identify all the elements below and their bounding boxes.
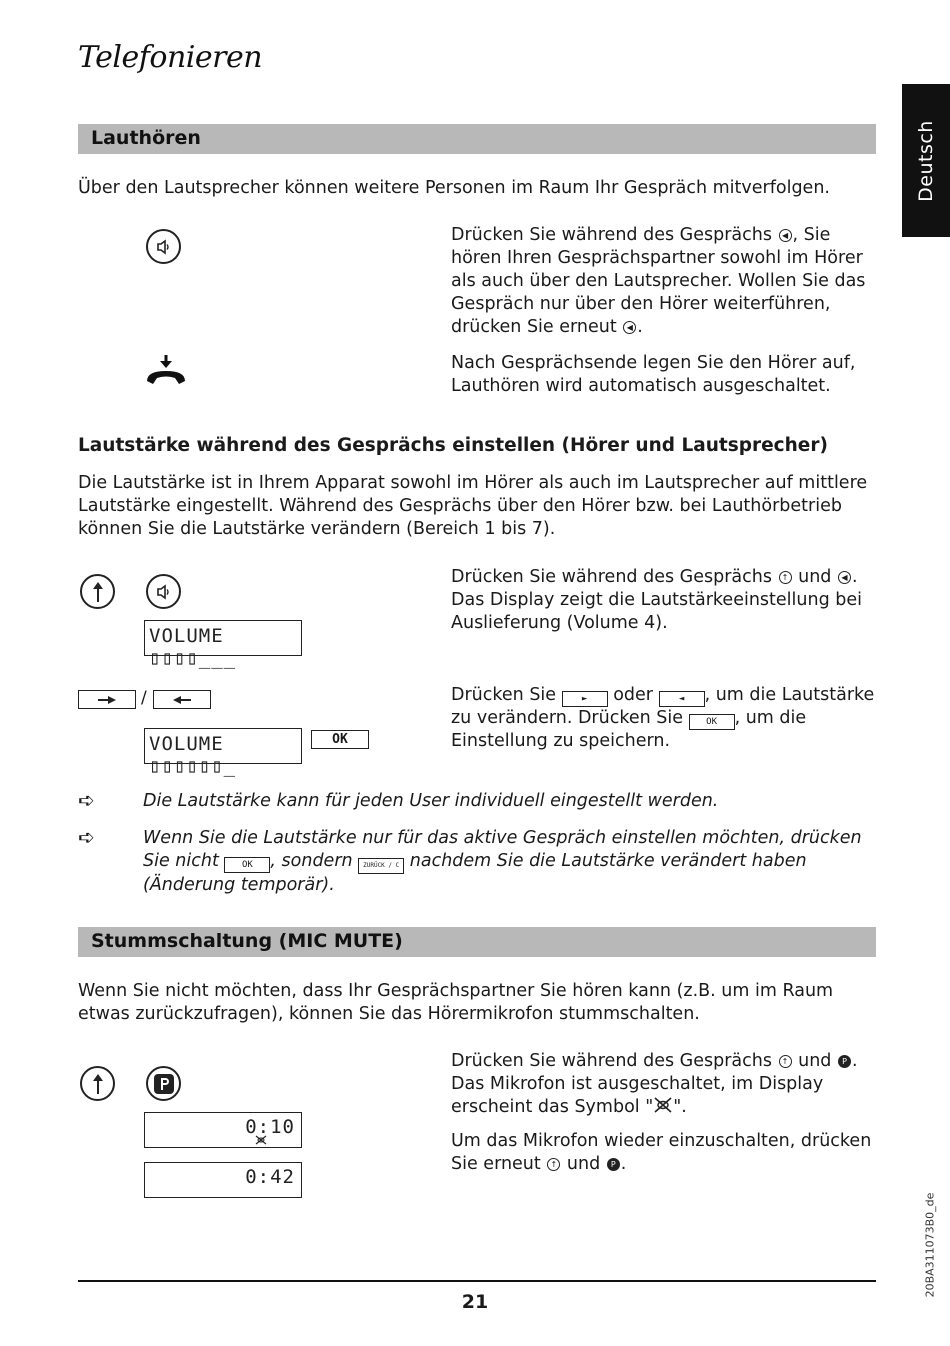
- ok-inline-key: OK: [224, 857, 270, 873]
- up-arrow-button-icon: [80, 574, 115, 609]
- p-inline-icon: P: [838, 1055, 851, 1068]
- ok-inline-key: OK: [689, 714, 735, 730]
- lauthoeren-step2: Nach Gesprächsende legen Sie den Hörer auf, Lauthören wird automatisch ausgeschaltet.: [451, 353, 856, 396]
- left-arrow-key-icon: [153, 690, 211, 709]
- hint-arrow-icon: ➪: [78, 788, 95, 812]
- display-volume-4: VOLUME ▯▯▯▯___: [144, 620, 302, 656]
- right-arrow-inline-icon: ►: [562, 691, 608, 707]
- speaker-inline-icon: ◀: [623, 321, 636, 334]
- p-inline-icon: P: [607, 1158, 620, 1171]
- up-arrow-inline-icon: ↑: [779, 571, 792, 584]
- zurueck-inline-key: ZURÜCK / C: [358, 858, 404, 874]
- slash-separator: /: [141, 688, 147, 708]
- lauthoeren-step1: Drücken Sie während des Gesprächs ◀ , Sie hören Ihren Gesprächspartner sowohl im Hörer als auch über den Lautsprecher. Wollen Sie das Gespräch nur über den Hörer weiterführen, drücken Sie erneut ◀ .: [451, 225, 866, 337]
- speaker-button-icon: [146, 229, 181, 264]
- display-mute-time: 0:10: [144, 1112, 302, 1148]
- lautstaerke-step1: Drücken Sie während des Gesprächs ↑ und ◀ . Das Display zeigt die Lautstärkeeinstellung bei Auslieferung (Volume 4).: [451, 567, 862, 633]
- left-arrow-inline-icon: ◄: [659, 691, 705, 707]
- mute-step2: Um das Mikrofon wieder einzuschalten, drücken Sie erneut ↑ und P .: [451, 1131, 872, 1174]
- mic-mute-symbol-icon: [653, 1097, 673, 1113]
- display-volume-6: VOLUME ▯▯▯▯▯▯_: [144, 728, 302, 764]
- up-arrow-button-icon: [80, 1066, 115, 1101]
- section-title: Stummschaltung (MIC MUTE): [91, 930, 403, 952]
- mic-mute-symbol-icon: [255, 1135, 267, 1145]
- note-temporary-volume: Wenn Sie die Lautstärke nur für das aktive Gespräch einstellen möchten, drücken Sie nicht OK , sondern ZURÜCK / C nachdem Sie die Lautstärke verändert haben (Änderung temporär).: [143, 828, 862, 895]
- lautstaerke-intro: Die Lautstärke ist in Ihrem Apparat sowohl im Hörer als auch im Lautsprecher auf mittlere Lautstärke eingestellt. Während des Gesprächs über den Hörer bzw. bei Lauthörbetrieb können Sie die Lautstärke verändern (Bereich 1 bis 7).: [78, 473, 868, 539]
- note-user-volume: Die Lautstärke kann für jeden User individuell eingestellt werden.: [143, 791, 719, 811]
- section-title: Lauthören: [91, 127, 201, 149]
- page-title: Telefonieren: [78, 40, 263, 75]
- up-arrow-inline-icon: ↑: [779, 1055, 792, 1068]
- p-button-icon: [146, 1066, 181, 1101]
- right-arrow-key-icon: [78, 690, 136, 709]
- document-code: 20BA311073B0_de: [923, 1192, 937, 1298]
- lautstaerke-step2: Drücken Sie ► oder ◄ , um die Lautstärke zu verändern. Drücken Sie OK , um die Einstellung zu speichern.: [451, 685, 875, 751]
- mute-intro: Wenn Sie nicht möchten, dass Ihr Gesprächspartner Sie hören kann (z.B. um im Raum etwas zurückzufragen), können Sie das Hörermikrofon stummschalten.: [78, 981, 834, 1024]
- footer-rule: [78, 1280, 876, 1282]
- ok-key: OK: [311, 730, 369, 749]
- mute-step1: Drücken Sie während des Gesprächs ↑ und P . Das Mikrofon ist ausgeschaltet, im Display erscheint das Symbol " ".: [451, 1051, 858, 1117]
- speaker-button-icon: [146, 574, 181, 609]
- display-call-time: 0:42: [144, 1162, 302, 1198]
- up-arrow-inline-icon: ↑: [547, 1158, 560, 1171]
- subsection-title: Lautstärke während des Gesprächs einstellen (Hörer und Lautsprecher): [78, 435, 828, 456]
- hint-arrow-icon: ➪: [78, 825, 95, 849]
- section-bar-lauthoeren: [78, 124, 876, 154]
- handset-down-icon: [144, 354, 188, 390]
- language-tab-label: Deutsch: [915, 119, 937, 202]
- intro-text: Über den Lautsprecher können weitere Personen im Raum Ihr Gespräch mitverfolgen.: [78, 178, 830, 198]
- page-number: 21: [461, 1291, 489, 1313]
- speaker-inline-icon: ◀: [838, 571, 851, 584]
- section-bar-mute: [78, 927, 876, 957]
- speaker-inline-icon: ◀: [779, 229, 792, 242]
- language-tab: [902, 84, 950, 237]
